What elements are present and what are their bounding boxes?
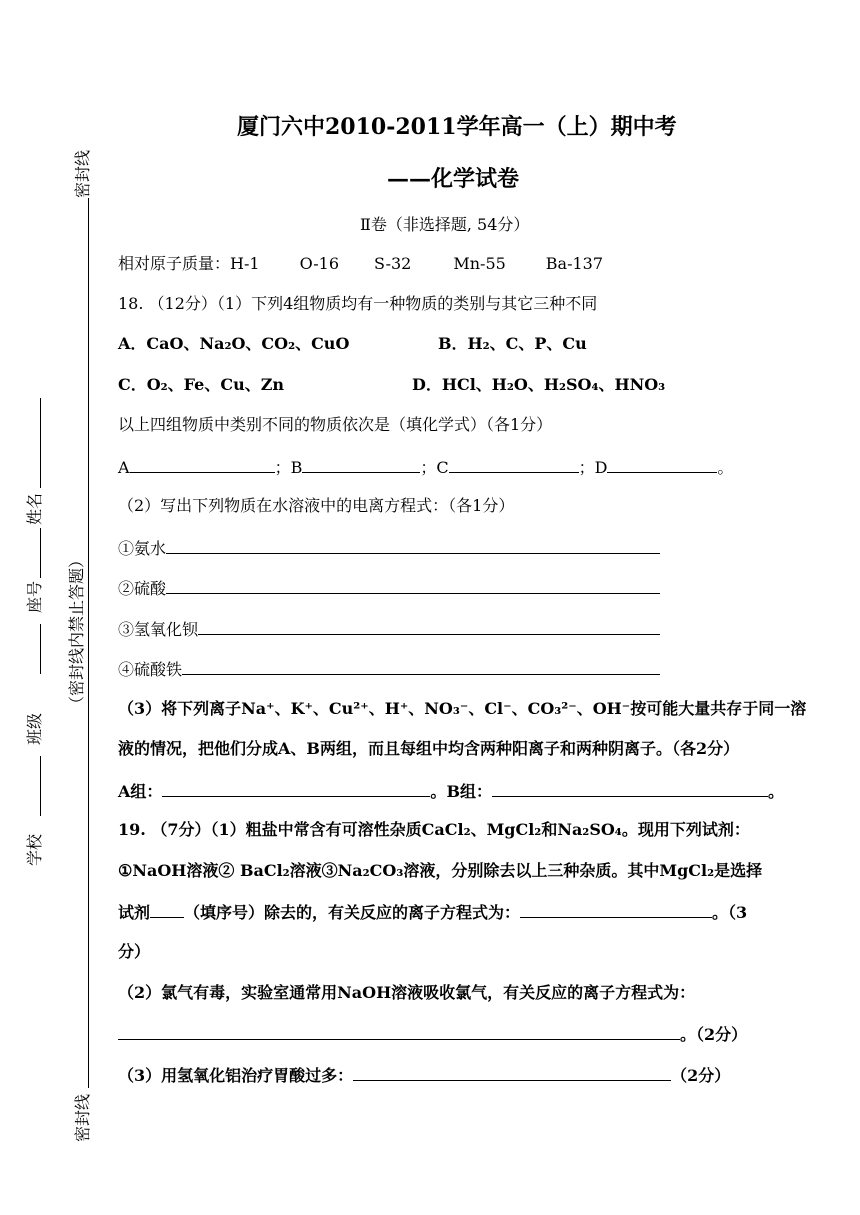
q19-part2: （2）氯气有毒，实验室通常用NaOH溶液吸收氯气，有关反应的离子方程式为： (118, 983, 696, 1002)
q19-line-3 (118, 901, 747, 923)
q18-item-1-label: ①氨水 (118, 539, 167, 558)
q18-label-c: ；C (420, 458, 449, 477)
q18-group-b-end: 。 (767, 782, 784, 801)
q18-group-b-label: B组： (446, 782, 492, 801)
q19-part2-answer (118, 1023, 747, 1045)
q18-label-d: ；D (578, 458, 608, 477)
q18-item-3 (118, 618, 660, 640)
q18-group-b-blank[interactable] (492, 780, 768, 797)
q18-option-a: A．CaO、Na₂O、CO₂、CuO (118, 334, 350, 353)
q18-item-2 (118, 577, 660, 599)
q19-part3-blank[interactable] (353, 1064, 671, 1081)
q19-line-2: ①NaOH溶液② BaCl₂溶液③Na₂CO₃溶液，分别除去以上三种杂质。其中MgCl₂是选择 (118, 861, 763, 880)
q18-groups-row (118, 780, 784, 802)
q18-label-a: A (118, 458, 130, 477)
q18-blank-d[interactable] (607, 456, 717, 473)
q19-part3 (118, 1064, 730, 1086)
q18-item-2-label: ②硫酸 (118, 579, 167, 598)
q18-option-d: D．HCl、H₂O、H₂SO₄、HNO₃ (412, 375, 666, 394)
q18-item-4 (118, 658, 660, 680)
q19-line-1: 19. （7分）（1）粗盐中常含有可溶性杂质CaCl₂、MgCl₂和Na₂SO₄。现用下列试剂： (118, 820, 750, 839)
name-label: 姓名 (25, 492, 44, 525)
atomic-mass-s: S-32 (374, 254, 412, 273)
q18-blank-b[interactable] (302, 456, 420, 473)
q18-item-2-blank[interactable] (166, 577, 660, 594)
q18-part2: （2）写出下列物质在水溶液中的电离方程式：（各1分） (118, 496, 515, 515)
seal-line-label-bottom: 密封线 (73, 1093, 92, 1142)
q18-label-b: ；B (274, 458, 303, 477)
atomic-mass-h: H-1 (230, 254, 260, 273)
q19-part2-blank[interactable] (118, 1023, 680, 1040)
q18-item-3-blank[interactable] (198, 618, 660, 635)
q18-instruction: 以上四组物质中类别不同的物质依次是（填化学式）（各1分） (118, 415, 553, 434)
q18-item-3-label: ③氢氧化钡 (118, 620, 199, 639)
seat-label: 座号 (25, 580, 44, 613)
section-heading: Ⅱ卷（非选择题, 54分） (360, 215, 530, 234)
q18-item-1 (118, 537, 660, 559)
school-blank[interactable] (40, 756, 41, 816)
q19-reagent-blank[interactable] (150, 901, 184, 918)
atomic-mass-label: 相对原子质量： (118, 254, 231, 273)
name-blank[interactable] (40, 398, 41, 488)
q19-line-3c: 。（3 (712, 903, 748, 922)
q19-part3-end: （2分） (671, 1066, 731, 1085)
school-label: 学校 (25, 833, 44, 866)
q18-item-1-blank[interactable] (166, 537, 660, 554)
q18-blank-c[interactable] (449, 456, 579, 473)
q18-answer-end: 。 (717, 458, 734, 477)
seal-line-label-top: 密封线 (73, 149, 92, 198)
page-subtitle: ——化学试卷 (387, 166, 520, 192)
seal-line-top (88, 198, 89, 1088)
q19-equation-blank[interactable] (520, 901, 712, 918)
q18-group-a-blank[interactable] (162, 780, 430, 797)
atomic-mass-ba: Ba-137 (545, 254, 604, 273)
q18-item-4-label: ④硫酸铁 (118, 660, 183, 679)
q19-line-4: 分） (118, 942, 151, 961)
q19-line-3a: 试剂 (118, 903, 151, 922)
q18-part3-line2: 液的情况，把他们分成A、B两组，而且每组中均含两种阳离子和两种阴离子。（各2分） (118, 739, 740, 758)
class-blank[interactable] (40, 624, 41, 674)
q18-option-b: B．H₂、C、P、Cu (438, 334, 587, 353)
q19-part3-label: （3）用氢氧化铝治疗胃酸过多： (118, 1066, 354, 1085)
q19-line-3b: （填序号）除去的，有关反应的离子方程式为： (184, 903, 521, 922)
class-label: 班级 (25, 712, 44, 745)
q18-option-c: C．O₂、Fe、Cu、Zn (118, 375, 285, 394)
q18-item-4-blank[interactable] (182, 658, 660, 675)
q18-part3-line1: （3）将下列离子Na⁺、K⁺、Cu²⁺、H⁺、NO₃⁻、Cl⁻、CO₃²⁻、OH⁻按可能大量共存于同一溶 (118, 699, 807, 718)
q18-blank-a[interactable] (130, 456, 275, 473)
atomic-mass-row (118, 254, 603, 274)
atomic-mass-o: O-16 (299, 254, 340, 273)
q18-intro: 18. （12分）（1）下列4组物质均有一种物质的类别与其它三种不同 (118, 294, 598, 313)
q18-group-a-label: A组： (118, 782, 163, 801)
q18-group-a-end: 。 (430, 782, 447, 801)
seat-blank[interactable] (40, 528, 41, 578)
atomic-mass-mn: Mn-55 (453, 254, 506, 273)
no-answer-notice: （密封线内禁止答题） (67, 551, 86, 712)
q19-part2-end: 。（2分） (680, 1025, 748, 1044)
page-title: 厦门六中2010-2011学年高一（上）期中考 (237, 114, 677, 140)
q18-answer-row (118, 456, 733, 478)
